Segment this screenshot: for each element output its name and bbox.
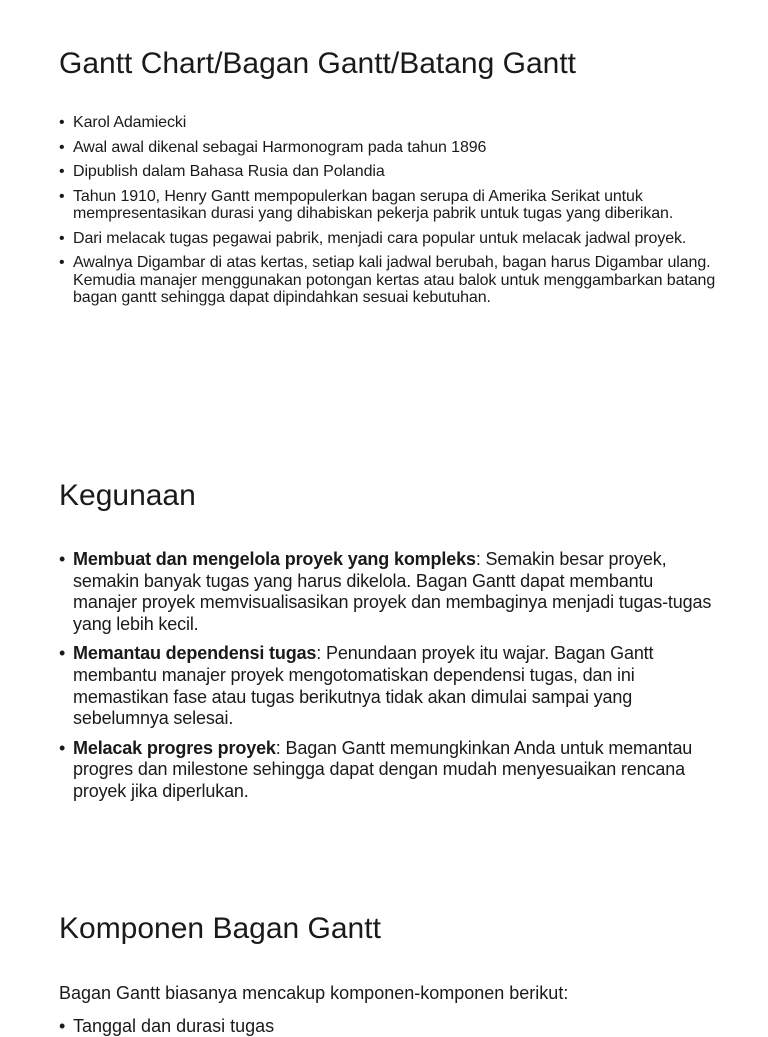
list-item — [59, 230, 719, 248]
list-item-term: Memantau dependensi tugas — [73, 643, 317, 664]
list-item — [59, 188, 719, 223]
list-item-text: Dari melacak tugas pegawai pabrik, menjadi cara popular untuk melacak jadwal proyek. — [73, 229, 687, 247]
slide-gantt-history — [0, 0, 768, 440]
list-item — [59, 643, 719, 729]
bullet-marker: • — [59, 229, 65, 247]
bullet-list — [59, 549, 719, 811]
slide-title: Komponen Bagan Gantt — [59, 912, 381, 945]
list-item — [59, 254, 719, 307]
list-item-term: Membuat dan mengelola proyek yang kompleks — [73, 549, 476, 569]
bullet-marker: • — [59, 1016, 66, 1036]
list-item — [59, 738, 719, 803]
list-item-text: : Bagan Gantt memungkinkan Anda untuk memantau progres dan milestone sehingga dapat dengan mudah menyesuaikan rencana proyek jika diperlukan. — [73, 737, 693, 801]
slide-komponen — [0, 880, 768, 1036]
bullet-marker: • — [59, 138, 65, 156]
list-item — [59, 549, 719, 635]
intro-text: Bagan Gantt biasanya mencakup komponen-komponen berikut: — [59, 983, 569, 1003]
bullet-list — [59, 114, 719, 314]
list-item-text: : Semakin besar proyek, semakin banyak tugas yang harus dikelola. Bagan Gantt dapat membantu manajer proyek memvisualisasikan proyek dan membaginya menjadi tugas-tugas yang lebih kecil. — [73, 549, 712, 634]
slide-title: Gantt Chart/Bagan Gantt/Batang Gantt — [59, 47, 576, 80]
list-item-text: Karol Adamiecki — [73, 114, 187, 131]
bullet-marker: • — [59, 643, 66, 664]
list-item-text: : Penundaan proyek itu wajar. Bagan Gantt membantu manajer proyek mengotomatiskan dependensi tugas, dan ini memastikan fase atau tugas berikutnya tidak akan dimulai sampai yang sebelumnya selesai. — [73, 643, 654, 729]
list-item — [59, 114, 719, 132]
bullet-marker: • — [59, 549, 66, 569]
list-item-term: Melacak progres proyek — [73, 737, 276, 758]
list-item — [59, 139, 719, 157]
bullet-marker: • — [59, 187, 65, 205]
list-item-text: Awal awal dikenal sebagai Harmonogram pada tahun 1896 — [73, 138, 487, 156]
bullet-marker: • — [59, 254, 65, 271]
bullet-list — [59, 1015, 719, 1037]
list-item-text: Dipublish dalam Bahasa Rusia dan Polandia — [73, 163, 385, 180]
list-item-text: Tahun 1910, Henry Gantt mempopulerkan bagan serupa di Amerika Serikat untuk mempresentasikan durasi yang dihabiskan pekerja pabrik untuk tugas yang diberikan. — [73, 187, 674, 222]
slide-title: Kegunaan — [59, 479, 196, 512]
bullet-marker: • — [59, 114, 65, 131]
list-item-text: Awalnya Digambar di atas kertas, setiap kali jadwal berubah, bagan harus Digambar ulang. Kemudia manajer menggunakan potongan kertas atau balok untuk menggambarkan batang bagan gantt sehingga dapat dipindahkan sesuai kebutuhan. — [73, 254, 716, 306]
bullet-marker: • — [59, 737, 66, 758]
list-item — [59, 1015, 719, 1037]
list-item-text: Tanggal dan durasi tugas — [73, 1016, 275, 1036]
list-item — [59, 163, 719, 181]
bullet-marker: • — [59, 163, 65, 180]
slide-kegunaan — [0, 440, 768, 880]
